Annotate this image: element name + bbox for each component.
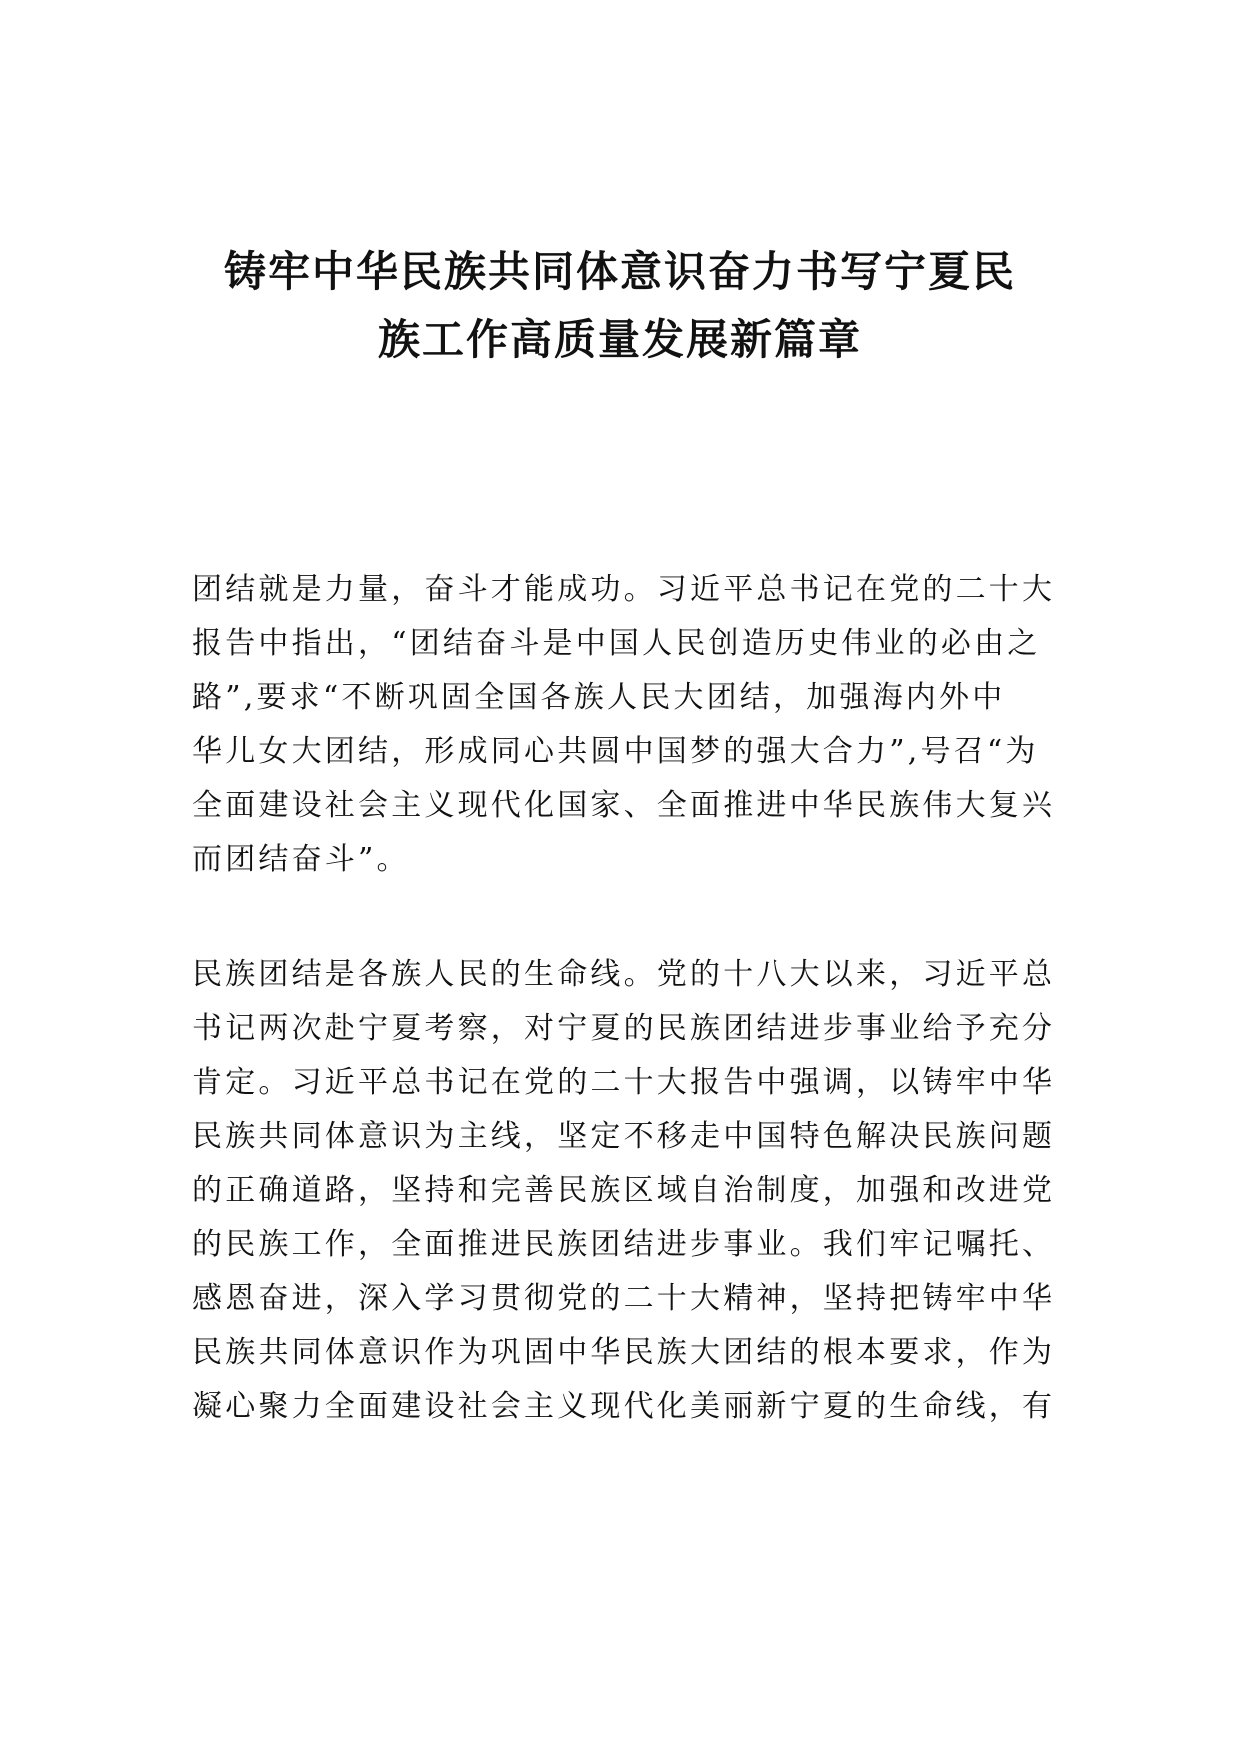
paragraph-line: 华儿女大团结，形成同心共圆中国梦的强大合力”,号召“为 <box>192 734 1039 769</box>
body-paragraph <box>192 948 1062 1434</box>
paragraph-line: 全面建设社会主义现代化国家、全面推进中华民族伟大复兴 <box>192 788 1056 823</box>
document-title <box>150 238 1090 374</box>
paragraph-line: 民族团结是各族人民的生命线。党的十八大以来，习近平总 <box>192 957 1056 992</box>
paragraph-line: 民族共同体意识作为巩固中华民族大团结的根本要求，作为 <box>192 1335 1056 1370</box>
title-line: 铸牢中华民族共同体意识奋力书写宁夏民 <box>223 247 1016 296</box>
paragraph-line: 书记两次赴宁夏考察，对宁夏的民族团结进步事业给予充分 <box>192 1011 1056 1046</box>
body-paragraph <box>192 563 1062 887</box>
paragraph-line: 民族共同体意识为主线，坚定不移走中国特色解决民族问题 <box>192 1119 1056 1154</box>
paragraph-line: 的正确道路，坚持和完善民族区域自治制度，加强和改进党 <box>192 1173 1056 1208</box>
paragraph-line: 肯定。习近平总书记在党的二十大报告中强调，以铸牢中华 <box>192 1065 1056 1100</box>
paragraph-line: 的民族工作，全面推进民族团结进步事业。我们牢记嘱托、 <box>192 1227 1056 1262</box>
title-line: 族工作高质量发展新篇章 <box>377 315 862 364</box>
paragraph-line: 路”,要求“不断巩固全国各族人民大团结，加强海内外中 <box>192 680 1006 715</box>
paragraph-line: 报告中指出，“团结奋斗是中国人民创造历史伟业的必由之 <box>192 626 1041 661</box>
paragraph-line: 团结就是力量，奋斗才能成功。习近平总书记在党的二十大 <box>192 572 1056 607</box>
paragraph-line: 凝心聚力全面建设社会主义现代化美丽新宁夏的生命线，有 <box>192 1389 1056 1424</box>
paragraph-line: 而团结奋斗”。 <box>192 842 410 877</box>
paragraph-line: 感恩奋进，深入学习贯彻党的二十大精神，坚持把铸牢中华 <box>192 1281 1056 1316</box>
